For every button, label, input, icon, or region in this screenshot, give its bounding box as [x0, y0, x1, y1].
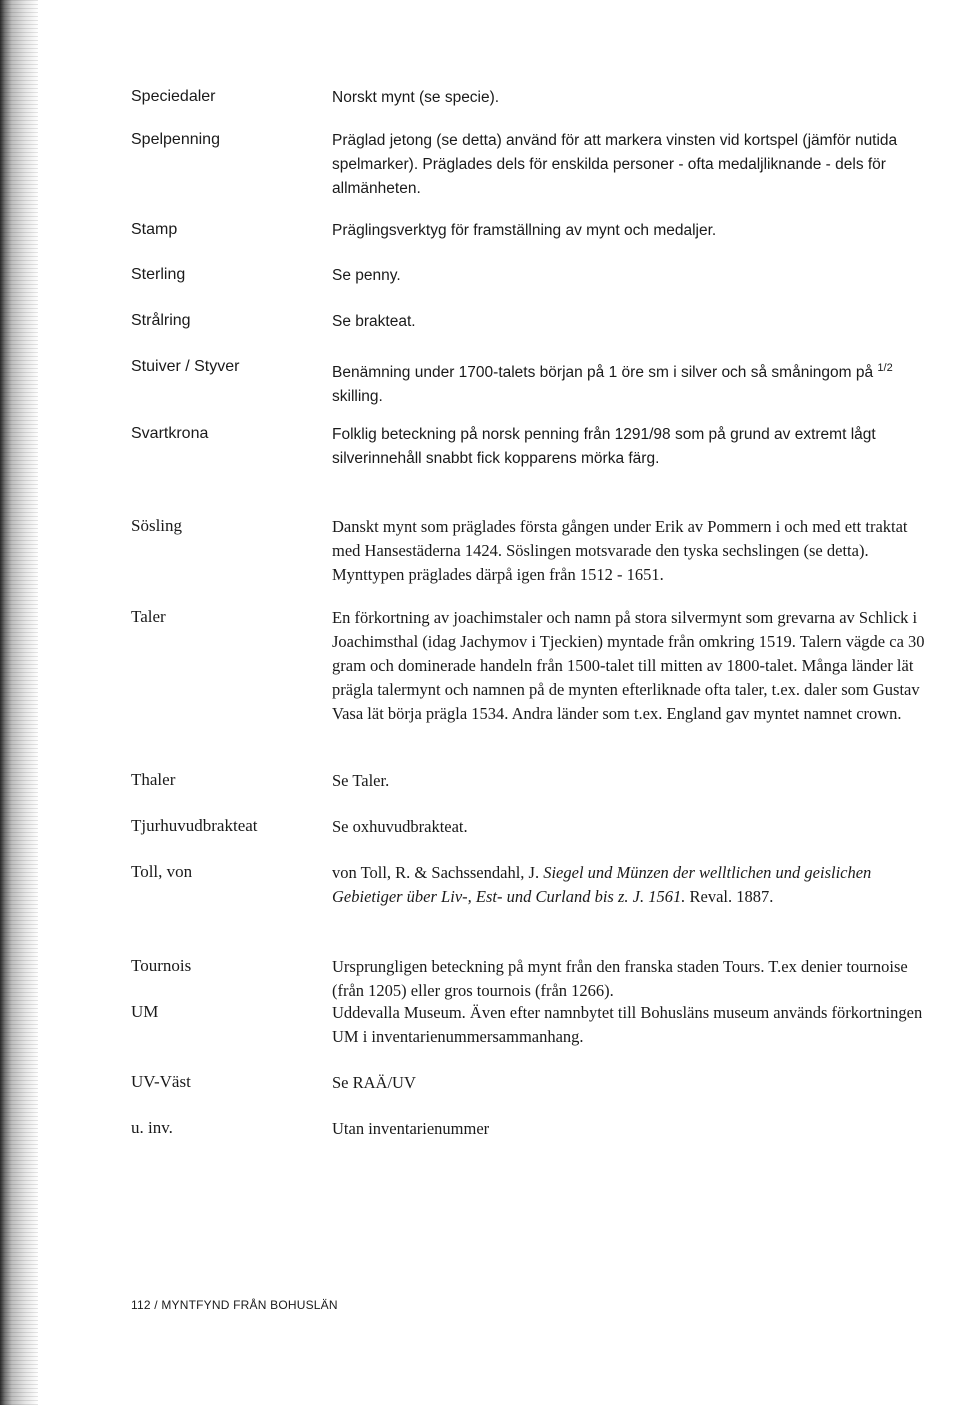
entry-term: UV-Väst: [131, 1072, 191, 1091]
publication-title: Siegel und Münzen der welltlichen und geislichen Gebietiger über Liv-, Est- und Curland bis z. J. 1561.: [332, 863, 872, 906]
entry-definition: Utan inventarienummer: [332, 1119, 490, 1138]
entry-definition: Se brakteat.: [332, 313, 416, 330]
entry-term: UM: [131, 1002, 159, 1021]
entry-definition: [332, 861, 927, 909]
entry-definition: Se RAÄ/UV: [332, 1073, 416, 1092]
entry-term: Sösling: [131, 516, 183, 535]
definition-text: Reval. 1887.: [689, 887, 774, 906]
definition-text: skilling.: [332, 388, 383, 406]
entry-term: Stamp: [131, 221, 178, 238]
entry-term: Speciedaler: [131, 88, 216, 105]
entry-definition: [332, 356, 927, 409]
entry-definition: Danskt mynt som präglades första gången under Erik av Pommern i och med ett traktat med Hansestäderna 1424. Söslingen motsvarade den tyska sechslingen (se detta). Mynttypen präglades därpå igen från 1512 - 1651.: [332, 517, 908, 584]
entry-definition: En förkortning av joachimstaler och namn på stora silvermynt som grevarna av Schlick i Joachimsthal (idag Jachymov i Tjeckien) myntade från omkring 1519. Talern vägde ca 30 gram och dominerade handeln från 1500-talet till mitten av 1800-talet. Många länder lät prägla talermynt och namnen på de mynten efterliknade ofta taler, t.ex. daler som Gustav Vasa lät börja prägla 1534. Andra länder som t.ex. England gav myntet namnet crown.: [332, 608, 925, 723]
entry-definition: Norskt mynt (se specie).: [332, 89, 500, 106]
fraction: 1/2: [877, 362, 893, 374]
entry-term: Svartkrona: [131, 425, 209, 442]
entry-definition: Se Taler.: [332, 771, 390, 790]
entry-term: Sterling: [131, 266, 186, 283]
definition-text: Benämning under 1700-talets början på 1 öre sm i silver och så småningom på: [332, 364, 874, 382]
entry-definition: Se penny.: [332, 267, 401, 284]
entry-term: Thaler: [131, 770, 176, 789]
entry-definition: Ursprungligen beteckning på mynt från den franska staden Tours. T.ex denier tournoise (från 1205) eller gros tournois (från 1266).: [332, 957, 908, 1000]
entry-term: Toll, von: [131, 862, 193, 881]
entry-definition: Se oxhuvudbrakteat.: [332, 817, 468, 836]
entry-term: Spelpenning: [131, 131, 220, 148]
entry-definition: Uddevalla Museum. Även efter namnbytet till Bohusläns museum används förkortningen UM i inventarienummersammanhang.: [332, 1003, 923, 1046]
entry-definition: Präglad jetong (se detta) använd för att markera vinsten vid kortspel (jämför nutida spelmarker). Präglades dels för enskilda personer - ofta medaljliknande - dels för allmänheten.: [332, 132, 898, 197]
entry-term: Taler: [131, 607, 166, 626]
definition-text: von Toll, R. & Sachssendahl, J.: [332, 863, 540, 882]
entry-term: Tournois: [131, 956, 192, 975]
entry-term: Stuiver / Styver: [131, 358, 240, 375]
entry-definition: Präglingsverktyg för framställning av mynt och medaljer.: [332, 222, 717, 239]
entry-definition: Folklig beteckning på norsk penning från 1291/98 som på grund av extremt lågt silverinnehåll snabbt fick kopparens mörka färg.: [332, 426, 876, 467]
entry-term: Strålring: [131, 312, 191, 329]
scan-edge-artifact: [0, 0, 38, 1405]
entry-term: Tjurhuvudbrakteat: [131, 816, 258, 835]
entry-term: u. inv.: [131, 1118, 173, 1137]
page-footer: 112 / MYNTFYND FRÅN BOHUSLÄN: [131, 1298, 338, 1312]
